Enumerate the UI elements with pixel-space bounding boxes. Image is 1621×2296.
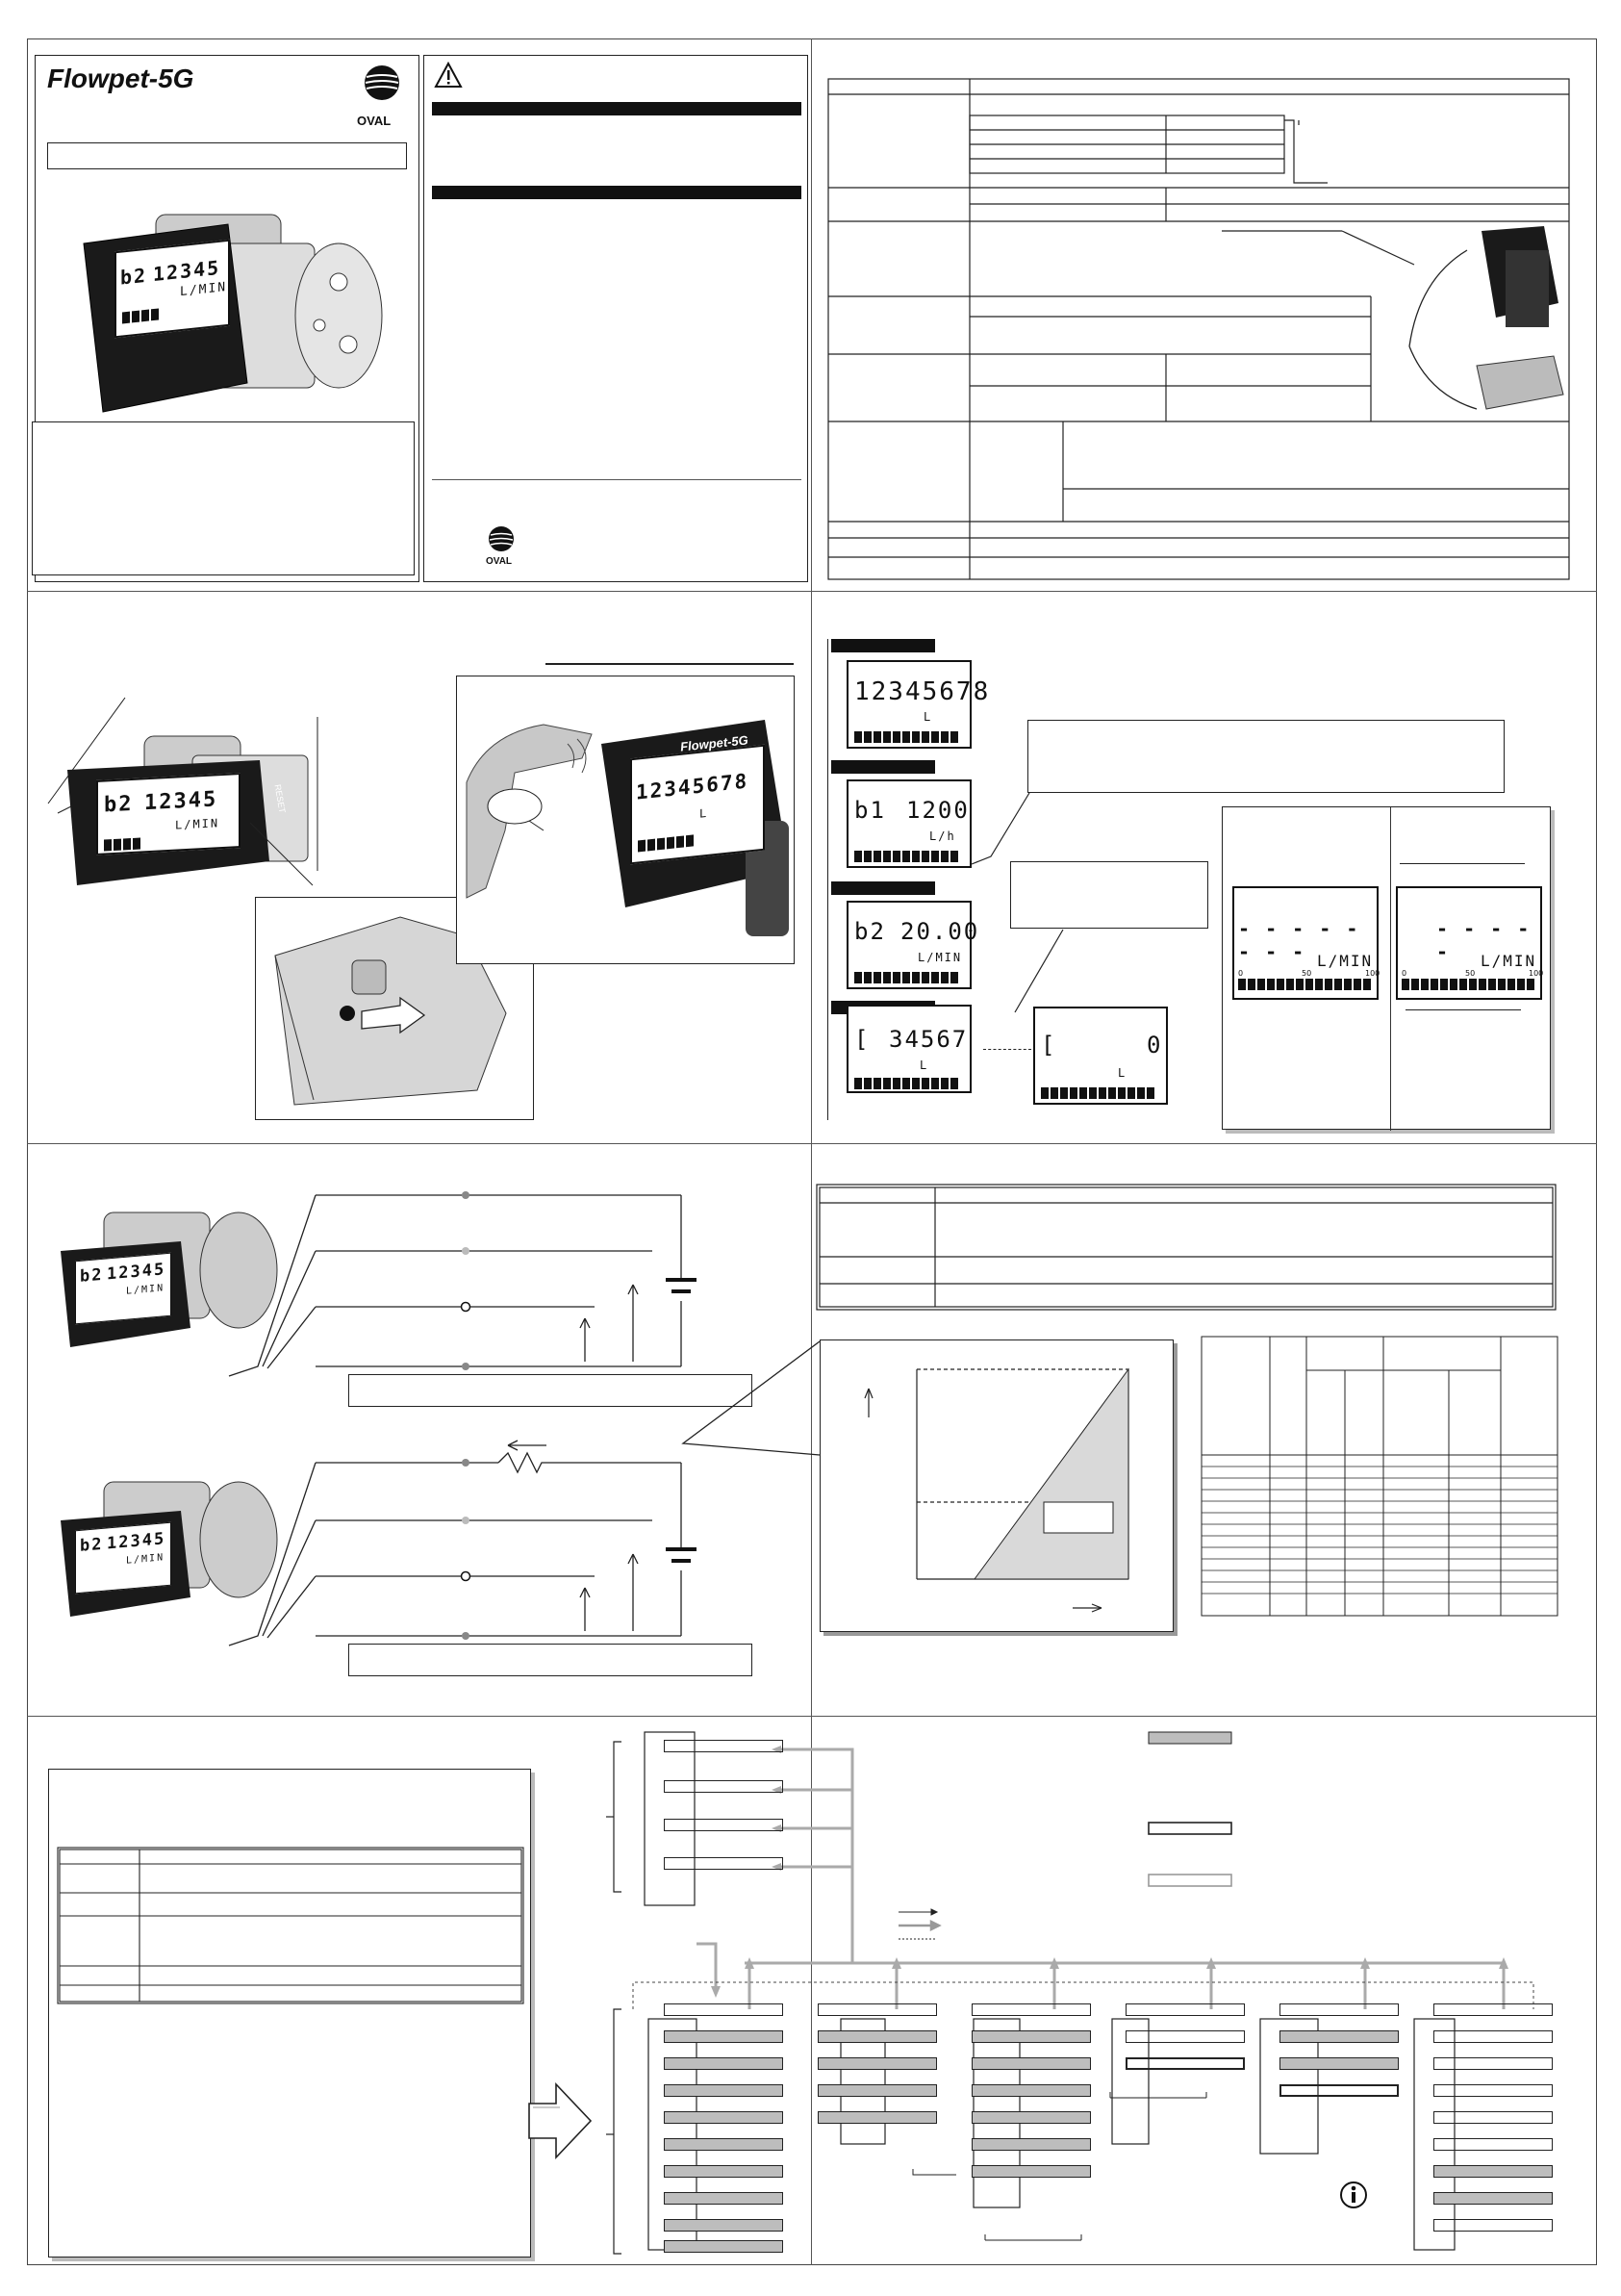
menu-column-3-item[interactable]: [972, 2057, 1091, 2070]
touch-lcd-unit: L: [699, 805, 709, 821]
error-2-scale-min: 0: [1402, 969, 1407, 978]
wiring-lcd-2-value: 12345: [107, 1529, 166, 1554]
safety-divider: [432, 479, 801, 480]
sequence-lcd-4[interactable]: [847, 1005, 972, 1093]
menu-column-1-item[interactable]: [664, 2192, 783, 2205]
rotating-display-illustration: [1390, 212, 1573, 423]
menu-flow-diagram: [610, 1730, 1572, 2258]
menu-column-6-head[interactable]: [1433, 2003, 1553, 2016]
oval-logo-text: OVAL: [357, 114, 392, 128]
sequence-4-value: 34567: [889, 1026, 969, 1053]
top-menu-item[interactable]: [664, 1740, 783, 1752]
menu-column-4-head[interactable]: [1126, 2003, 1245, 2016]
menu-column-1-item[interactable]: [664, 2138, 783, 2151]
menu-column-1-item[interactable]: [664, 2084, 783, 2097]
oval-small-logo-icon: [484, 525, 519, 554]
error-display-panel: [1222, 806, 1551, 1130]
sequence-4-unit: L: [920, 1059, 929, 1072]
error-2-unit: L/MIN: [1481, 952, 1537, 970]
product-logo: Flowpet-5G: [47, 64, 194, 93]
sequence-1-bargraph: [854, 731, 958, 743]
device-illustration: [64, 186, 392, 460]
install-lcd-prefix: b2: [104, 791, 134, 818]
warning-header-bar: [432, 102, 801, 115]
sequence-1-value: 12345678: [854, 677, 991, 706]
reset-button-illustration: [38, 678, 346, 929]
menu-column-3-item[interactable]: [972, 2165, 1091, 2178]
parameter-description-box: [48, 1769, 531, 2258]
touch-panel-title-line: [545, 663, 794, 665]
section-divider: [27, 591, 1597, 592]
reset-result-prefix: [: [1041, 1032, 1057, 1059]
sequence-2-unit: L/h: [929, 829, 956, 843]
menu-column-1-item[interactable]: [664, 2219, 783, 2232]
touch-lcd-value: 12345678: [636, 769, 749, 804]
device-lcd-prefix: b2: [120, 263, 148, 290]
big-right-arrow-icon: [527, 2080, 596, 2161]
chart-callout-pointer: [679, 1299, 833, 1453]
menu-column-3-item[interactable]: [972, 2138, 1091, 2151]
wiring-lcd-2-prefix: b2: [80, 1534, 104, 1556]
error-2-value: - - - - -: [1436, 917, 1532, 963]
sequence-label-2: [831, 760, 935, 774]
output-characteristic-chart: [820, 1339, 1174, 1632]
menu-column-1-item[interactable]: [664, 2030, 783, 2043]
info-icon: [1339, 2181, 1368, 2209]
sequence-3-value: 20.00: [900, 918, 980, 945]
cover-panel: [35, 55, 419, 582]
error-2-bargraph: [1402, 979, 1534, 990]
reset-result-bargraph: [1041, 1087, 1154, 1099]
top-menu-item[interactable]: [664, 1857, 783, 1870]
menu-column-1-item[interactable]: [664, 2057, 783, 2070]
output-spec-table: [816, 1184, 1557, 1313]
sequence-3-prefix: b2: [854, 918, 886, 945]
menu-column-2-item[interactable]: [818, 2030, 937, 2043]
menu-column-6-item[interactable]: [1433, 2138, 1553, 2151]
callout-leader-b1: [972, 789, 1039, 866]
menu-column-2-head[interactable]: [818, 2003, 937, 2016]
section-divider: [27, 1143, 1597, 1144]
cover-notice-box: [32, 421, 415, 575]
sequence-4-bargraph: [854, 1078, 958, 1089]
menu-column-4-item[interactable]: [1126, 2030, 1245, 2043]
menu-column-5-item[interactable]: [1279, 2057, 1399, 2070]
menu-column-6-item[interactable]: [1433, 2192, 1553, 2205]
wiring-lcd-1-value: 12345: [107, 1260, 166, 1285]
sequence-lcd-2[interactable]: [847, 779, 972, 868]
parameter-table: [57, 1847, 524, 2004]
device-lcd: [114, 240, 230, 339]
sequence-2-value: 1200: [906, 797, 970, 824]
touch-panel-illustration: [456, 676, 795, 964]
callout-box-reset: [1010, 861, 1208, 929]
reset-side-label: RESET: [272, 783, 288, 814]
touch-panel-brand: Flowpet-5G: [679, 732, 749, 754]
touch-lcd: [630, 745, 765, 865]
callout-leader-reset: [1005, 926, 1073, 1022]
menu-column-6-item[interactable]: [1433, 2111, 1553, 2124]
menu-column-5-item[interactable]: [1279, 2084, 1399, 2097]
safety-panel: [423, 55, 808, 582]
reset-arrow: [983, 1049, 1031, 1050]
error-lcd-2: [1396, 886, 1542, 1000]
sequence-lcd-1[interactable]: [847, 660, 991, 749]
oval-logo-icon: [353, 64, 411, 114]
sequence-2-prefix: b1: [854, 797, 886, 824]
section-divider: [27, 1716, 1597, 1717]
reset-result-value: 0: [1147, 1032, 1163, 1059]
model-title-box: [47, 142, 407, 169]
sequence-label-3: [831, 881, 935, 895]
wiring-lcd-1-unit: L/MIN: [126, 1283, 165, 1297]
wiring-diagrams: [56, 1193, 758, 1655]
oval-small-logo-text: OVAL: [486, 556, 513, 567]
sequence-3-unit: L/MIN: [918, 951, 963, 964]
sequence-3-bargraph: [854, 972, 958, 983]
menu-column-2-item[interactable]: [818, 2111, 937, 2124]
sequence-lcd-3[interactable]: [847, 901, 980, 989]
callout-box-b1: [1027, 720, 1505, 793]
error-1-scale-mid: 50: [1302, 969, 1312, 978]
device-lcd-value: 12345: [153, 255, 221, 287]
menu-column-6-item[interactable]: [1433, 2057, 1553, 2070]
error-1-scale-max: 100: [1365, 969, 1380, 978]
install-lcd-unit: L/MIN: [175, 816, 220, 832]
sequence-label-1: [831, 639, 935, 652]
menu-column-6-item[interactable]: [1433, 2165, 1553, 2178]
error-1-bargraph: [1238, 979, 1371, 990]
wiring-lcd-1: [75, 1253, 171, 1325]
wiring-note-2: [348, 1644, 752, 1676]
menu-column-5-head[interactable]: [1279, 2003, 1399, 2016]
menu-column-3-item[interactable]: [972, 2030, 1091, 2043]
menu-column-1-item[interactable]: [664, 2111, 783, 2124]
top-menu-item[interactable]: [664, 1780, 783, 1793]
menu-column-6-item[interactable]: [1433, 2219, 1553, 2232]
menu-column-6-item[interactable]: [1433, 2084, 1553, 2097]
error-1-value: - - - - - - - -: [1238, 917, 1360, 963]
menu-column-2-item[interactable]: [818, 2057, 937, 2070]
install-lcd-value: 12345: [144, 787, 218, 816]
menu-column-3-head[interactable]: [972, 2003, 1091, 2016]
top-menu-item[interactable]: [664, 1819, 783, 1831]
error-1-scale-min: 0: [1238, 969, 1244, 978]
sequence-2-bargraph: [854, 851, 958, 862]
sequence-4-prefix: [: [854, 1026, 871, 1053]
menu-column-3-item[interactable]: [972, 2111, 1091, 2124]
error-2-scale-max: 100: [1529, 969, 1544, 978]
touch-lcd-bargraph: [638, 834, 694, 852]
install-lcd-bargraph: [104, 838, 140, 852]
sequence-1-unit: L: [924, 710, 933, 724]
warning-triangle-icon: [434, 62, 463, 89]
device-lcd-bargraph: [122, 308, 159, 323]
display-sequence: [827, 635, 991, 1124]
wiring-lcd-1-prefix: b2: [80, 1264, 104, 1287]
menu-column-1-head[interactable]: [664, 2003, 783, 2016]
wiring-lcd-2-unit: L/MIN: [126, 1552, 165, 1567]
specifications-table: [827, 77, 1570, 577]
menu-column-1-item[interactable]: [664, 2165, 783, 2178]
wiring-lcd-2: [75, 1522, 171, 1594]
device-lcd-unit: L/MIN: [180, 279, 228, 300]
menu-column-1-item[interactable]: [664, 2240, 783, 2253]
menu-column-5-item[interactable]: [1279, 2030, 1399, 2043]
error-lcd-1: [1232, 886, 1379, 1000]
error-1-unit: L/MIN: [1317, 952, 1374, 970]
menu-column-6-item[interactable]: [1433, 2030, 1553, 2043]
error-2-scale-mid: 50: [1465, 969, 1476, 978]
install-lcd: [96, 773, 241, 855]
menu-column-3-item[interactable]: [972, 2084, 1091, 2097]
menu-column-2-item[interactable]: [818, 2084, 937, 2097]
caution-header-bar: [432, 186, 801, 199]
menu-column-4-item[interactable]: [1126, 2057, 1245, 2070]
reference-table: [1201, 1336, 1558, 1617]
reset-result-unit: L: [1118, 1066, 1127, 1080]
